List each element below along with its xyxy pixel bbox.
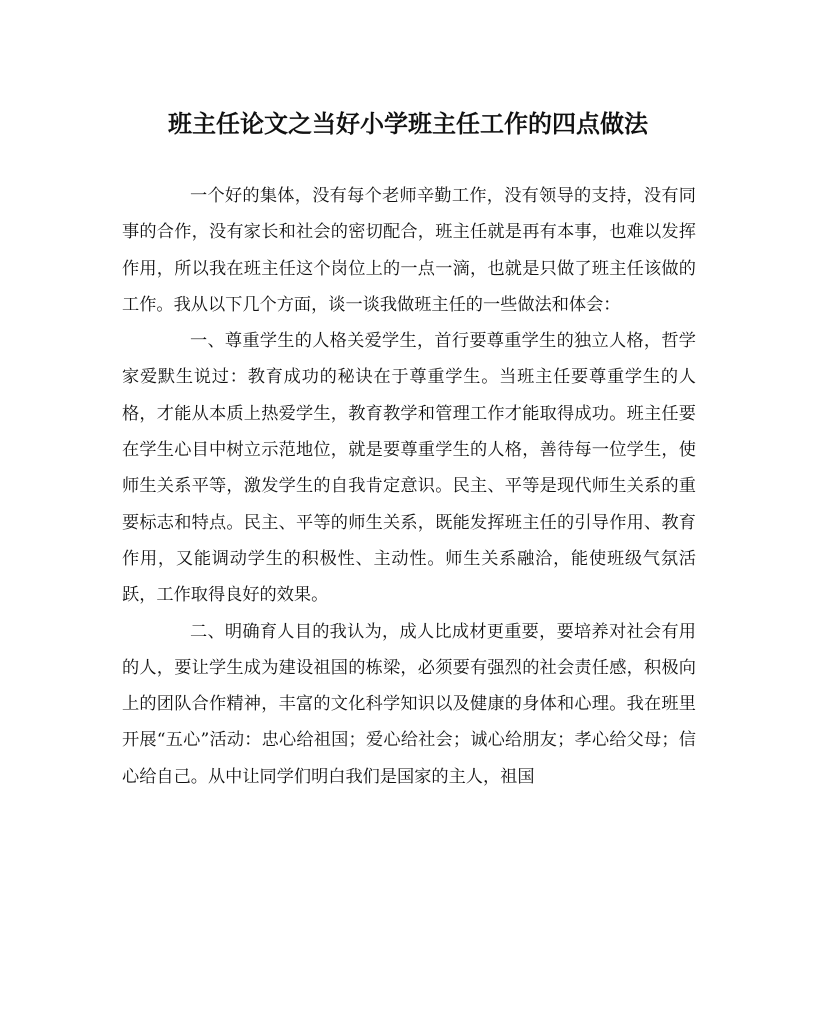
paragraph-intro: 一个好的集体，没有每个老师辛勤工作，没有领导的支持，没有同事的合作，没有家长和社会的密切配合，班主任就是再有本事，也难以发挥作用，所以我在班主任这个岗位上的一点一滴，也就是只做了班主任该做的工作。我从以下几个方面，谈一谈我做班主任的一些做法和体会：	[122, 186, 696, 315]
document-title: 班主任论文之当好小学班主任工作的四点做法	[168, 109, 648, 138]
document-body	[122, 178, 696, 795]
paragraph-respect-students: 一、尊重学生的人格关爱学生，首行要尊重学生的独立人格，哲学家爱默生说过：教育成功的秘诀在于尊重学生。当班主任要尊重学生的人格，才能从本质上热爱学生，教育教学和管理工作才能取得成功。班主任要在学生心目中树立示范地位，就是要尊重学生的人格，善待每一位学生，使师生关系平等，激发学生的自我肯定意识。民主、平等是现代师生关系的重要标志和特点。民主、平等的师生关系，既能发挥班主任的引导作用、教育作用，又能调动学生的积极性、主动性。师生关系融洽，能使班级气氛活跃，工作取得良好的效果。	[122, 331, 696, 606]
paragraph-education-goal: 二、明确育人目的我认为，成人比成材更重要，要培养对社会有用的人，要让学生成为建设祖国的栋梁，必须要有强烈的社会责任感，积极向上的团队合作精神，丰富的文化科学知识以及健康的身体和心理。我在班里开展“五心”活动：忠心给祖国；爱心给社会；诚心给朋友；孝心给父母；信心给自己。从中让同学们明白我们是国家的主人，祖国	[122, 621, 696, 787]
